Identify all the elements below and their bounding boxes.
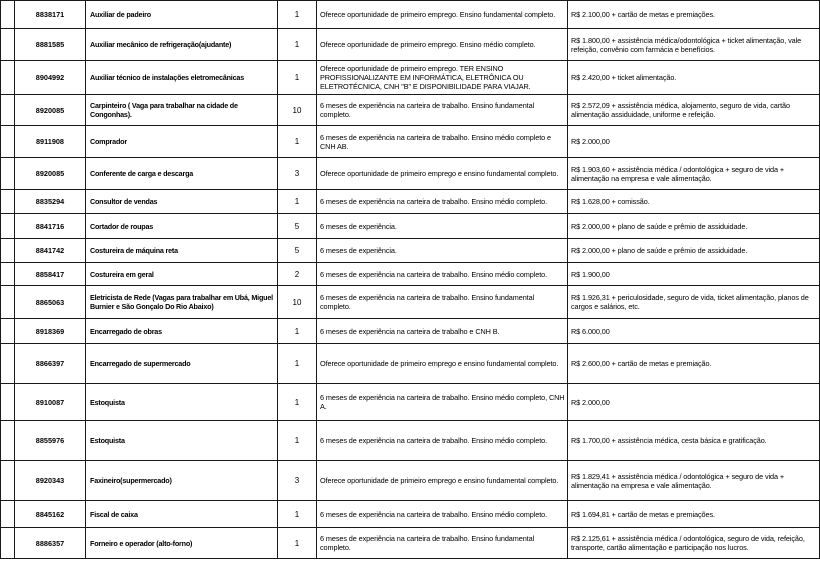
row-margin-cell	[1, 190, 15, 214]
vacancy-count: 1	[278, 190, 317, 214]
row-margin-cell	[1, 95, 15, 126]
vacancy-requirements: Oferece oportunidade de primeiro emprego. Ensino fundamental completo.	[317, 1, 568, 29]
vacancy-count: 5	[278, 214, 317, 239]
vacancy-requirements: Oferece oportunidade de primeiro emprego. Ensino médio completo.	[317, 29, 568, 61]
vacancy-title: Faxineiro(supermercado)	[86, 461, 278, 501]
vacancy-requirements: 6 meses de experiência.	[317, 214, 568, 239]
vacancy-requirements: 6 meses de experiência na carteira de trabalho e CNH B.	[317, 319, 568, 344]
vacancy-benefits: R$ 1.694,81 + cartão de metas e premiações.	[568, 501, 820, 528]
table-row	[1, 126, 820, 158]
vacancy-requirements: 6 meses de experiência na carteira de trabalho. Ensino médio completo.	[317, 501, 568, 528]
table-row	[1, 461, 820, 501]
vacancy-benefits: R$ 2.000,00 + plano de saúde e prêmio de assiduidade.	[568, 214, 820, 239]
vacancy-title: Consultor de vendas	[86, 190, 278, 214]
vacancy-count: 1	[278, 501, 317, 528]
vacancy-code: 8920085	[15, 158, 86, 190]
vacancy-code: 8841716	[15, 214, 86, 239]
vacancy-benefits: R$ 2.000,00 + plano de saúde e prêmio de assiduidade.	[568, 239, 820, 263]
vacancy-benefits: R$ 1.829,41 + assistência médica / odontológica + seguro de vida + alimentação na empresa e vale alimentação.	[568, 461, 820, 501]
vacancy-count: 2	[278, 263, 317, 286]
vacancy-count: 1	[278, 421, 317, 461]
vacancy-title: Encarregado de obras	[86, 319, 278, 344]
table-row	[1, 95, 820, 126]
row-margin-cell	[1, 501, 15, 528]
vacancy-code: 8920343	[15, 461, 86, 501]
vacancy-requirements: Oferece oportunidade de primeiro emprego e ensino fundamental completo.	[317, 158, 568, 190]
vacancy-code: 8841742	[15, 239, 86, 263]
vacancy-code: 8881585	[15, 29, 86, 61]
vacancy-benefits: R$ 2.000,00	[568, 384, 820, 421]
vacancy-requirements: 6 meses de experiência.	[317, 239, 568, 263]
vacancy-requirements: 6 meses de experiência na carteira de trabalho. Ensino fundamental completo.	[317, 95, 568, 126]
vacancy-benefits: R$ 1.700,00 + assistência médica, cesta básica e gratificação.	[568, 421, 820, 461]
vacancy-count: 3	[278, 158, 317, 190]
vacancy-code: 8838171	[15, 1, 86, 29]
vacancy-title: Carpinteiro ( Vaga para trabalhar na cidade de Congonhas).	[86, 95, 278, 126]
table-row	[1, 421, 820, 461]
row-margin-cell	[1, 319, 15, 344]
row-margin-cell	[1, 29, 15, 61]
row-margin-cell	[1, 126, 15, 158]
vacancy-code: 8910087	[15, 384, 86, 421]
vacancy-code: 8835294	[15, 190, 86, 214]
table-row	[1, 190, 820, 214]
vacancy-count: 1	[278, 61, 317, 95]
vacancy-title: Forneiro e operador (alto-forno)	[86, 528, 278, 559]
vacancy-title: Auxiliar mecânico de refrigeração(ajudante)	[86, 29, 278, 61]
vacancy-requirements: 6 meses de experiência na carteira de trabalho. Ensino fundamental completo.	[317, 286, 568, 319]
vacancy-title: Costureira de máquina reta	[86, 239, 278, 263]
vacancy-rows	[1, 1, 820, 559]
table-row	[1, 61, 820, 95]
vacancy-benefits: R$ 1.800,00 + assistência médica/odontológica + ticket alimentação, vale refeição, convênio com farmácia e benefícios.	[568, 29, 820, 61]
vacancy-requirements: 6 meses de experiência na carteira de trabalho. Ensino médio completo.	[317, 190, 568, 214]
vacancy-requirements: 6 meses de experiência na carteira de trabalho. Ensino médio completo, CNH A.	[317, 384, 568, 421]
table-row	[1, 239, 820, 263]
vacancy-benefits: R$ 1.903,60 + assistência médica / odontológica + seguro de vida + alimentação na empresa e vale alimentação.	[568, 158, 820, 190]
row-margin-cell	[1, 239, 15, 263]
table-row	[1, 29, 820, 61]
vacancy-count: 10	[278, 286, 317, 319]
vacancy-requirements: Oferece oportunidade de primeiro emprego e ensino fundamental completo.	[317, 461, 568, 501]
vacancy-title: Estoquista	[86, 421, 278, 461]
row-margin-cell	[1, 1, 15, 29]
table-row	[1, 528, 820, 559]
row-margin-cell	[1, 421, 15, 461]
vacancy-code: 8920085	[15, 95, 86, 126]
vacancy-count: 1	[278, 319, 317, 344]
vacancy-title: Comprador	[86, 126, 278, 158]
vacancy-count: 1	[278, 1, 317, 29]
table-row	[1, 1, 820, 29]
vacancy-code: 8911908	[15, 126, 86, 158]
vacancy-requirements: Oferece oportunidade de primeiro emprego. TER ENSINO PROFISSIONALIZANTE EM INFORMÁTICA, ELETRÔNICA OU ELETROTÉCNICA, CNH "B" E DISPONIBILIDADE PARA VIAJAR.	[317, 61, 568, 95]
vacancy-code: 8858417	[15, 263, 86, 286]
vacancy-title: Estoquista	[86, 384, 278, 421]
row-margin-cell	[1, 214, 15, 239]
vacancy-benefits: R$ 2.100,00 + cartão de metas e premiações.	[568, 1, 820, 29]
table-row	[1, 501, 820, 528]
vacancy-title: Auxiliar técnico de instalações eletromecânicas	[86, 61, 278, 95]
vacancy-code: 8918369	[15, 319, 86, 344]
vacancy-count: 1	[278, 126, 317, 158]
vacancy-requirements: 6 meses de experiência na carteira de trabalho. Ensino médio completo.	[317, 263, 568, 286]
vacancy-count: 1	[278, 384, 317, 421]
table-row	[1, 384, 820, 421]
vacancy-count: 5	[278, 239, 317, 263]
row-margin-cell	[1, 263, 15, 286]
vacancy-title: Cortador de roupas	[86, 214, 278, 239]
table-row	[1, 263, 820, 286]
vacancy-title: Auxiliar de padeiro	[86, 1, 278, 29]
table-row	[1, 319, 820, 344]
vacancy-title: Eletricista de Rede (Vagas para trabalhar em Ubá, Miguel Burnier e São Gonçalo Do Rio Abaixo)	[86, 286, 278, 319]
row-margin-cell	[1, 461, 15, 501]
vacancy-count: 3	[278, 461, 317, 501]
vacancy-code: 8845162	[15, 501, 86, 528]
table-row	[1, 158, 820, 190]
row-margin-cell	[1, 528, 15, 559]
vacancy-count: 1	[278, 29, 317, 61]
vacancy-benefits: R$ 2.125,61 + assistência médica / odontológica, seguro de vida, refeição, transporte, cartão alimentação e participação nos lucros.	[568, 528, 820, 559]
row-margin-cell	[1, 61, 15, 95]
vacancy-code: 8865063	[15, 286, 86, 319]
vacancy-benefits: R$ 1.628,00 + comissão.	[568, 190, 820, 214]
row-margin-cell	[1, 344, 15, 384]
vacancy-benefits: R$ 2.600,00 + cartão de metas e premiação.	[568, 344, 820, 384]
table-row	[1, 286, 820, 319]
vacancy-title: Conferente de carga e descarga	[86, 158, 278, 190]
table-row	[1, 214, 820, 239]
row-margin-cell	[1, 384, 15, 421]
row-margin-cell	[1, 286, 15, 319]
vacancy-requirements: 6 meses de experiência na carteira de trabalho. Ensino médio completo e CNH AB.	[317, 126, 568, 158]
vacancy-benefits: R$ 2.572,09 + assistência médica, alojamento, seguro de vida, cartão alimentação assiduidade, uniforme e refeição.	[568, 95, 820, 126]
vacancy-benefits: R$ 2.420,00 + ticket alimentação.	[568, 61, 820, 95]
vacancy-count: 1	[278, 528, 317, 559]
vacancy-title: Encarregado de supermercado	[86, 344, 278, 384]
vacancy-code: 8855976	[15, 421, 86, 461]
vacancy-requirements: Oferece oportunidade de primeiro emprego e ensino fundamental completo.	[317, 344, 568, 384]
vacancy-benefits: R$ 6.000,00	[568, 319, 820, 344]
vacancy-count: 10	[278, 95, 317, 126]
vacancy-benefits: R$ 1.900,00	[568, 263, 820, 286]
vacancy-count: 1	[278, 344, 317, 384]
vacancy-benefits: R$ 2.000,00	[568, 126, 820, 158]
vacancy-code: 8866397	[15, 344, 86, 384]
vacancy-requirements: 6 meses de experiência na carteira de trabalho. Ensino fundamental completo.	[317, 528, 568, 559]
vacancy-requirements: 6 meses de experiência na carteira de trabalho. Ensino médio completo.	[317, 421, 568, 461]
row-margin-cell	[1, 158, 15, 190]
vacancy-title: Fiscal de caixa	[86, 501, 278, 528]
vacancy-benefits: R$ 1.926,31 + periculosidade, seguro de vida, ticket alimentação, planos de cargos e salários, etc.	[568, 286, 820, 319]
vacancy-code: 8886357	[15, 528, 86, 559]
vacancy-title: Costureira em geral	[86, 263, 278, 286]
table-row	[1, 344, 820, 384]
vacancy-code: 8904992	[15, 61, 86, 95]
